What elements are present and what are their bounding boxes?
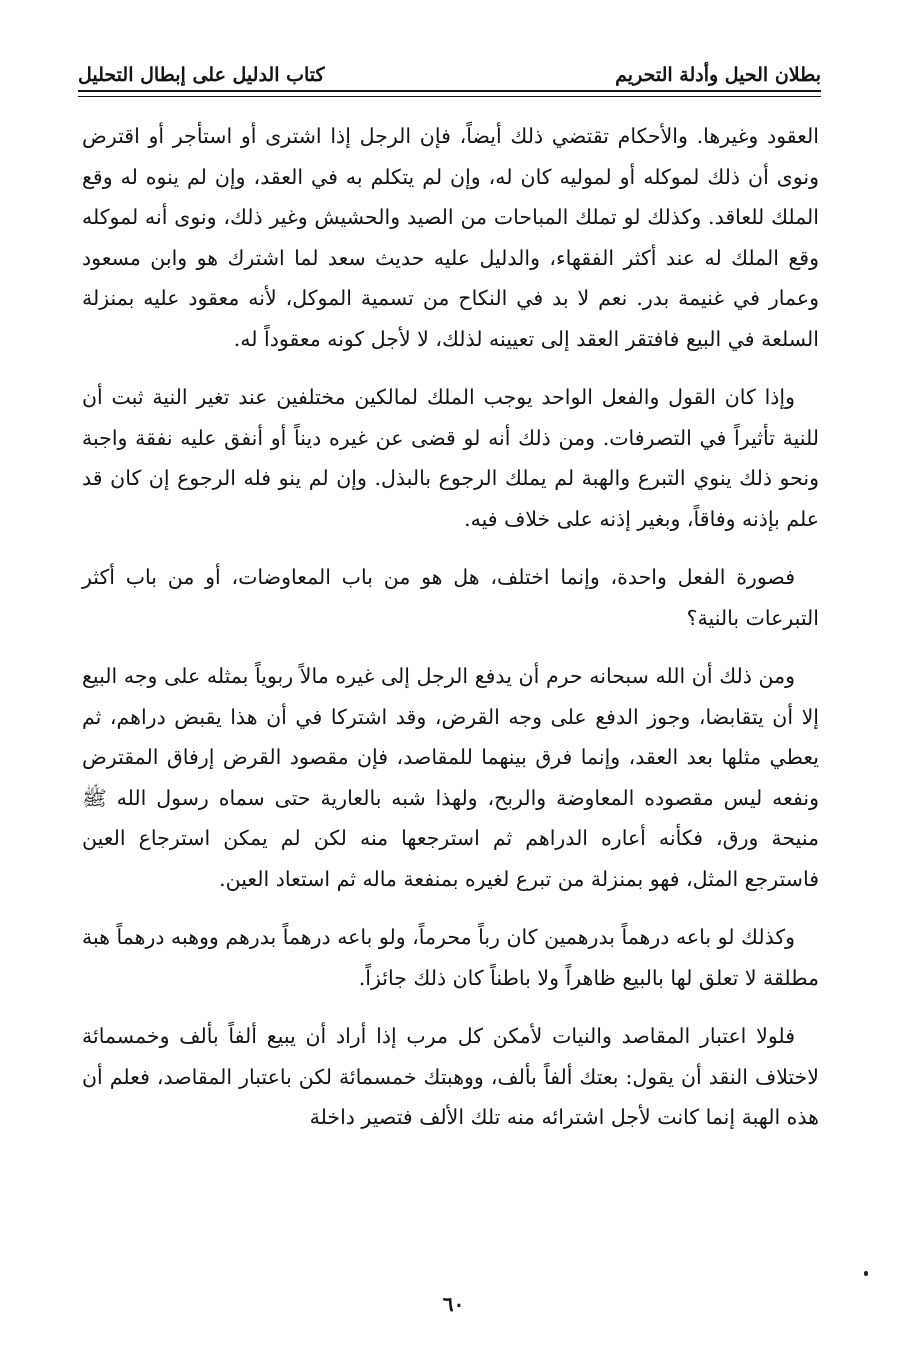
page-number: ٦٠	[442, 1292, 465, 1316]
header-rule-thick	[78, 90, 821, 92]
header-left-title: كتاب الدليل على إبطال التحليل	[78, 64, 325, 86]
paragraph-5: وكذلك لو باعه درهماً بدرهمين كان رباً محرماً، ولو باعه درهماً بدرهم ووهبه درهماً هبة مطلقة لا تعلق لها بالبيع ظاهراً ولا باطناً كان ذلك جائزاً.	[82, 925, 819, 990]
paragraph-1: العقود وغيرها. والأحكام تقتضي ذلك أيضاً، فإن الرجل إذا اشترى أو استأجر أو اقترض ونوى أن ذلك لموكله أو لموليه كان له، وإن لم يتكلم به في العقد، وإن لم ينوه له وقع الملك للعاقد. وكذلك لو تملك المباحات من الصيد والحشيش وغير ذلك، ونوى أنه لموكله وقع الملك له عند أكثر الفقهاء، والدليل عليه حديث سعد لما اشترك هو وابن مسعود وعمار في غنيمة بدر. نعم لا بد في النكاح من تسمية الموكل، لأنه معقود عليه بمنزلة السلعة في البيع فافتقر العقد إلى تعيينه لذلك، لا لأجل كونه معقوداً له.	[82, 124, 819, 351]
paragraph-3: فصورة الفعل واحدة، وإنما اختلف، هل هو من باب المعاوضات، أو من باب أكثر التبرعات بالنية؟	[82, 565, 819, 630]
paragraph-4: ومن ذلك أن الله سبحانه حرم أن يدفع الرجل إلى غيره مالاً ربوياً بمثله على وجه البيع إلا أن يتقابضا، وجوز الدفع على وجه القرض، وقد اشتركا في أن هذا يقبض دراهم، ثم يعطي مثلها بعد العقد، وإنما فرق بينهما للمقاصد، فإن مقصود القرض إرفاق المقترض ونفعه ليس مقصوده المعاوضة والربح، ولهذا شبه بالعارية حتى سماه رسول الله ﷺ منيحة ورق، فكأنه أعاره الدراهم ثم استرجعها منه لكن لم يمكن استرجاع العين فاسترجع المثل، فهو بمنزلة من تبرع لغيره بمنفعة ماله ثم استعاد العين.	[82, 664, 819, 891]
paragraph-6: فلولا اعتبار المقاصد والنيات لأمكن كل مرب إذا أراد أن يبيع ألفاً بألف وخمسمائة لاختلاف النقد أن يقول: بعتك ألفاً بألف، ووهبتك خمسمائة لكن باعتبار المقاصد، فعلم أن هذه الهبة إنما كانت لأجل اشترائه منه تلك الألف فتصير داخلة	[82, 1024, 819, 1129]
paragraph-2: وإذا كان القول والفعل الواحد يوجب الملك لمالكين مختلفين عند تغير النية ثبت أن للنية تأثيراً في التصرفات. ومن ذلك أنه لو قضى عن غيره ديناً أو أنفق عليه نفقة واجبة ونحو ذلك ينوي التبرع والهبة لم يملك الرجوع بالبذل. وإن لم ينو فله الرجوع إن كان قد علم بإذنه وفاقاً، وبغير إذنه على خلاف فيه.	[82, 385, 819, 531]
running-header	[78, 56, 821, 86]
header-right-title: بطلان الحيل وأدلة التحريم	[615, 64, 821, 86]
body-text	[82, 116, 819, 1156]
margin-dot	[864, 1271, 868, 1276]
header-rule-thin	[78, 96, 821, 97]
